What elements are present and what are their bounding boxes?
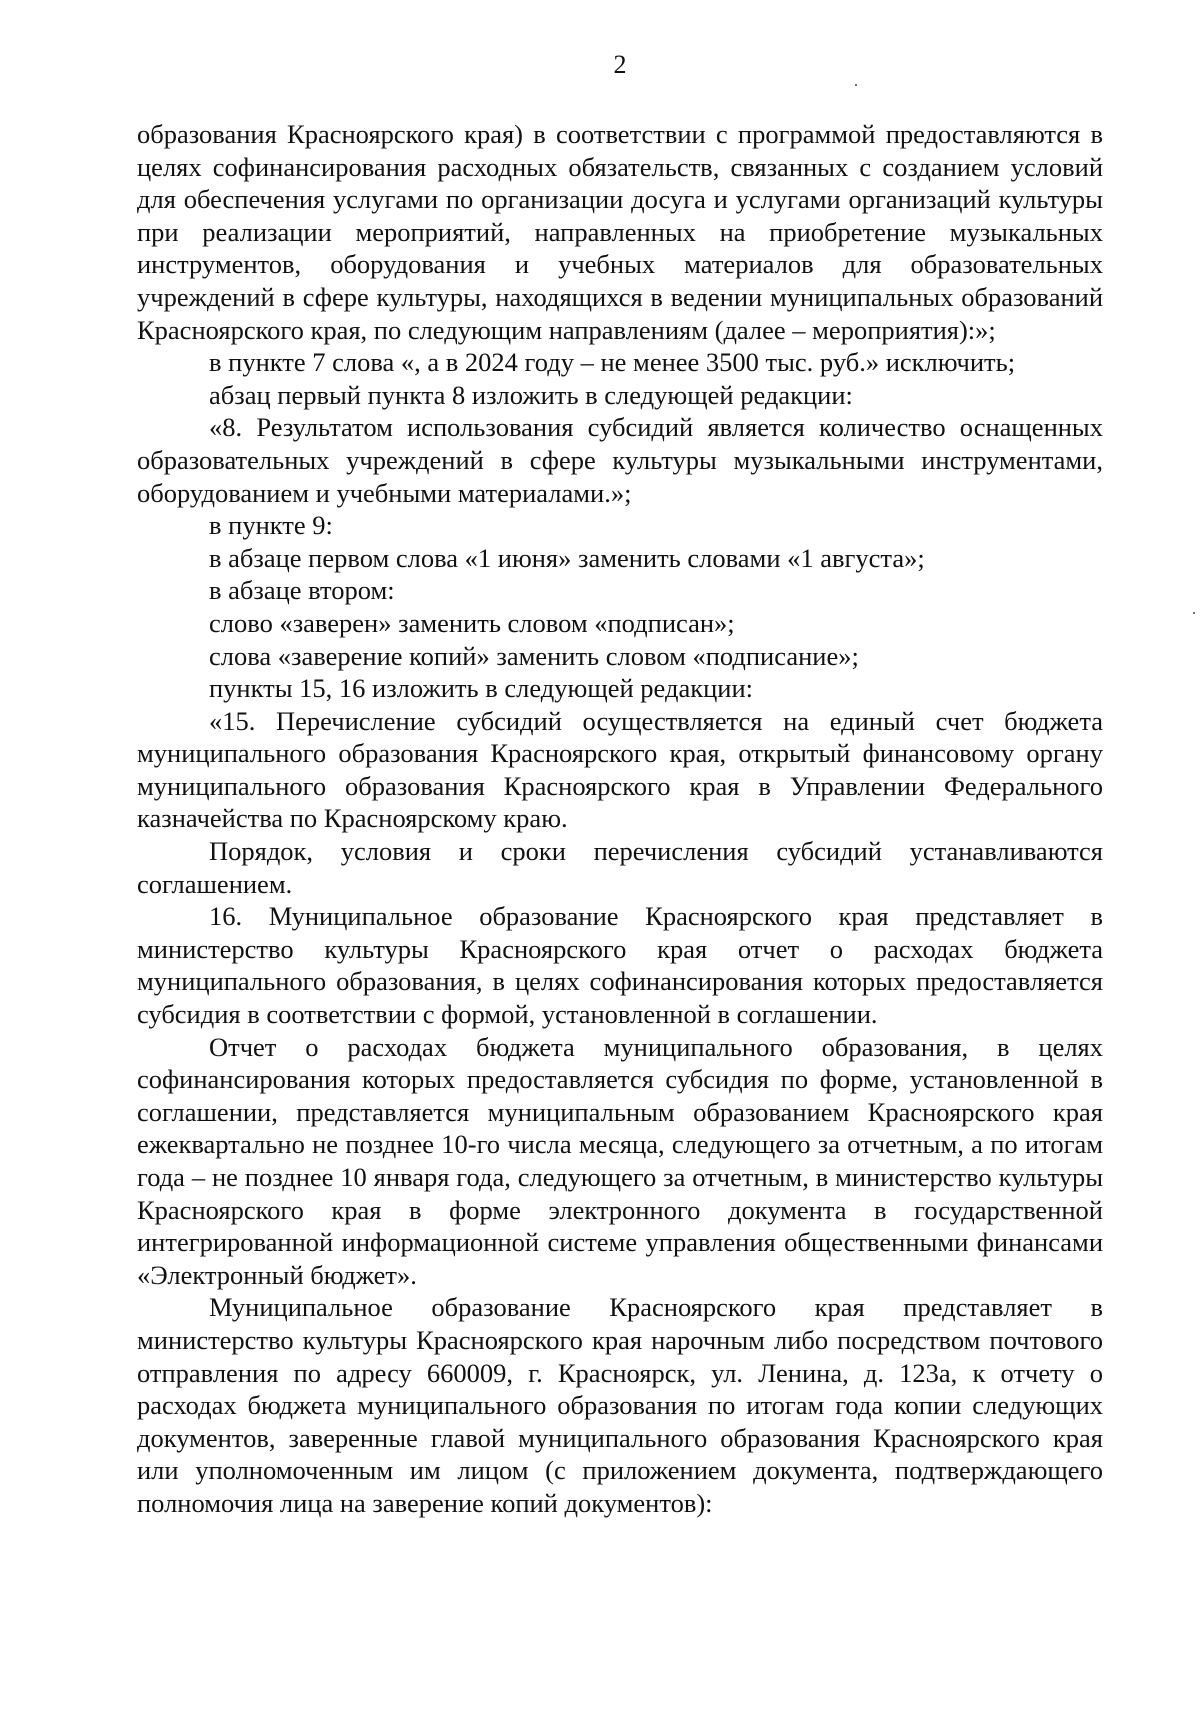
- paragraph: 16. Муниципальное образование Красноярского края представляет в министерство культуры Красноярского края отчет о расходах бюджета муниципального образования, в целях софинансирования которых предоставляется субсидия в соответствии с формой, установленной в соглашении.: [137, 901, 1103, 1030]
- paragraph: пункты 15, 16 изложить в следующей редакции:: [209, 673, 754, 704]
- paragraph: в абзаце первом слова «1 июня» заменить словами «1 августа»;: [209, 542, 925, 573]
- paragraph: слово «заверен» заменить словом «подписан»;: [209, 607, 735, 638]
- paragraph: Порядок, условия и сроки перечисления субсидий устанавливаются соглашением.: [137, 836, 1103, 899]
- paragraph: слова «заверение копий» заменить словом «подписание»;: [209, 640, 859, 671]
- paragraph: в абзаце втором:: [209, 575, 395, 606]
- paragraph: Отчет о расходах бюджета муниципального образования, в целях софинансирования которых предоставляется субсидия по форме, установленной в соглашении, представляется муниципальным образованием Красноярского края ежеквартально не позднее 10-го числа месяца, следующего за отчетным, а по итогам года – не позднее 10 января года, следующего за отчетным, в министерство культуры Красноярского края в форме электронного документа в государственной интегрированной информационной системе управления общественными финансами «Электронный бюджет».: [137, 1031, 1103, 1290]
- page-number: 2: [613, 50, 627, 79]
- paragraph: образования Красноярского края) в соответствии с программой предоставляются в целях софинансирования расходных обязательств, связанных с созданием условий для обеспечения услугами по организации досуга и услугами организаций культуры при реализации мероприятий, направленных на приобретение музыкальных инструментов, оборудования и учебных материалов для образовательных учреждений в сфере культуры, находящихся в ведении муниципальных образований Красноярского края, по следующим направлениям (далее – мероприятия):»;: [137, 119, 1103, 345]
- scan-speck: [1193, 612, 1195, 614]
- paragraph: «15. Перечисление субсидий осуществляется на единый счет бюджета муниципального образования Красноярского края, открытый финансовому органу муниципального образования Красноярского края в Управлении Федерального казначейства по Красноярскому краю.: [137, 705, 1103, 834]
- paragraph: Муниципальное образование Красноярского края представляет в министерство культуры Красноярского края нарочным либо посредством почтового отправления по адресу 660009, г. Красноярск, ул. Ленина, д. 123а, к отчету о расходах бюджета муниципального образования по итогам года копии следующих документов, заверенные главой муниципального образования Красноярского края или уполномоченным им лицом (с приложением документа, подтверждающего полномочия лица на заверение копий документов):: [137, 1292, 1103, 1518]
- scan-speck: [855, 84, 857, 86]
- paragraph: абзац первый пункта 8 изложить в следующей редакции:: [209, 379, 853, 410]
- paragraph: «8. Результатом использования субсидий является количество оснащенных образовательных учреждений в сфере культуры музыкальными инструментами, оборудованием и учебными материалами.»;: [137, 412, 1103, 508]
- paragraph: в пункте 7 слова «, а в 2024 году – не менее 3500 тыс. руб.» исключить;: [209, 347, 1016, 378]
- document-body: [137, 118, 1103, 1520]
- paragraph: в пункте 9:: [209, 510, 333, 541]
